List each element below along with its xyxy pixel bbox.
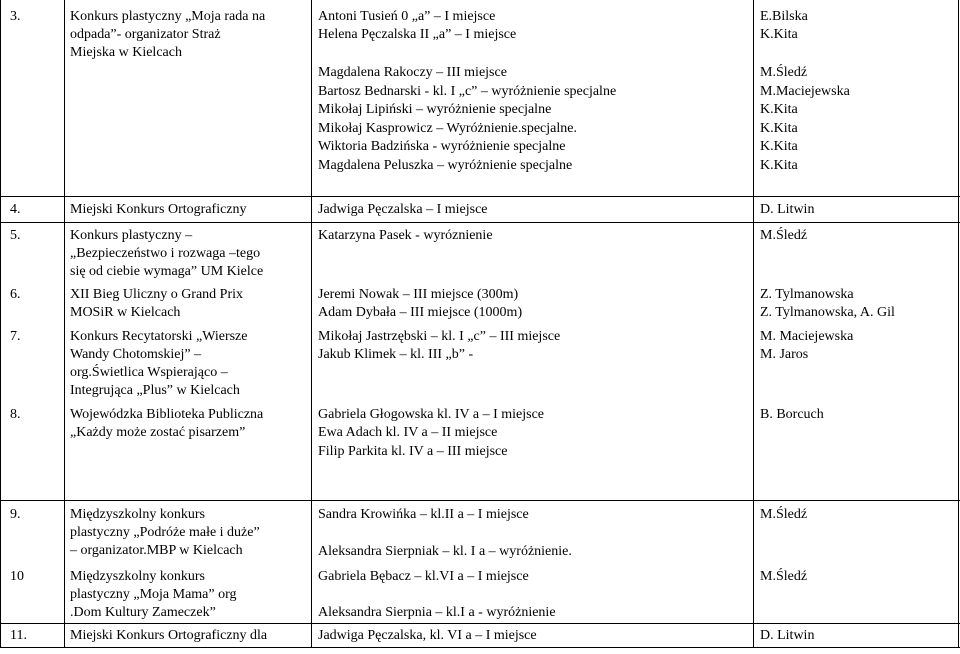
event-line: – organizator.MBP w Kielcach <box>70 543 243 558</box>
winner-line: Mikołaj Lipiński – wyróżnienie specjalne <box>318 102 552 117</box>
event-line: plastyczny „Moja Mama” org <box>70 587 237 602</box>
event-line: Miejski Konkurs Ortograficzny <box>70 202 247 217</box>
winner-line: Gabriela Bębacz – kl.VI a – I miejsce <box>318 569 529 584</box>
event-line: „Każdy może zostać pisarzem” <box>70 425 246 440</box>
winner-line: Filip Parkita kl. IV a – III miejsce <box>318 444 508 459</box>
teacher-line: M.Maciejewska <box>760 84 850 99</box>
teacher-line: D. Litwin <box>760 628 815 643</box>
winner-line: Aleksandra Sierpnia – kl.I a - wyróżnienie <box>318 605 556 620</box>
event-line: org.Świetlica Wspierająco – <box>70 365 228 380</box>
event-line: Wojewódzka Biblioteka Publiczna <box>70 407 264 422</box>
teacher-line: D. Litwin <box>760 202 815 217</box>
winner-line: Mikołaj Jastrzębski – kl. I „c” – III miejsce <box>318 329 561 344</box>
winner-line: Ewa Adach kl. IV a – II miejsce <box>318 425 498 440</box>
winner-line: Jadwiga Pęczalska, kl. VI a – I miejsce <box>318 628 537 643</box>
row-number: 9. <box>10 507 21 522</box>
row-number: 7. <box>10 329 21 344</box>
winner-line: Helena Pęczalska II „a” – I miejsce <box>318 27 517 42</box>
event-line: Integrująca „Plus” w Kielcach <box>70 383 240 398</box>
table-border-left <box>0 0 1 648</box>
event-line: XII Bieg Uliczny o Grand Prix <box>70 287 244 302</box>
event-line: Wandy Chotomskiej” – <box>70 347 202 362</box>
winner-line: Magdalena Peluszka – wyróżnienie specjalne <box>318 158 573 173</box>
event-line: „Bezpieczeństwo i rozwaga –tego <box>70 246 261 261</box>
teacher-line: B. Borcuch <box>760 407 824 422</box>
event-line: Międzyszkolny konkurs <box>70 569 205 584</box>
column-divider-event <box>311 0 312 648</box>
event-line: MOSiR w Kielcach <box>70 305 181 320</box>
row-number: 6. <box>10 287 21 302</box>
winner-line: Jadwiga Pęczalska – I miejsce <box>318 202 488 217</box>
table-border-right <box>958 0 959 648</box>
event-line: plastyczny „Podróże małe i duże” <box>70 525 260 540</box>
teacher-line: M. Maciejewska <box>760 329 854 344</box>
event-line: Konkurs Recytatorski „Wiersze <box>70 329 248 344</box>
teacher-line: M.Śledź <box>760 65 808 80</box>
row-number: 10 <box>10 569 24 584</box>
winner-line: Gabriela Głogowska kl. IV a – I miejsce <box>318 407 545 422</box>
winner-line: Adam Dybała – III miejsce (1000m) <box>318 305 523 320</box>
teacher-line: M.Śledź <box>760 228 808 243</box>
row-divider <box>0 623 960 624</box>
event-line: się od ciebie wymaga” UM Kielce <box>70 264 264 279</box>
winner-line: Jakub Klimek – kl. III „b” - <box>318 347 474 362</box>
event-line: .Dom Kultury Zameczek” <box>70 605 216 620</box>
column-divider-winners <box>753 0 754 648</box>
winner-line: Sandra Krowińka – kl.II a – I miejsce <box>318 507 529 522</box>
event-line: Międzyszkolny konkurs <box>70 507 205 522</box>
row-divider <box>0 500 960 501</box>
teacher-line: M. Jaros <box>760 347 809 362</box>
column-divider-number <box>64 0 65 648</box>
table-border-bottom <box>0 647 960 648</box>
event-line: Konkurs plastyczny „Moja rada na <box>70 9 266 24</box>
row-number: 11. <box>10 628 27 643</box>
teacher-line: M.Śledź <box>760 569 808 584</box>
event-line: Miejska w Kielcach <box>70 45 182 60</box>
row-divider <box>0 196 960 197</box>
row-divider <box>0 222 960 223</box>
teacher-line: M.Śledź <box>760 507 808 522</box>
row-number: 3. <box>10 9 21 24</box>
row-number: 4. <box>10 202 21 217</box>
teacher-line: K.Kita <box>760 139 798 154</box>
teacher-line: K.Kita <box>760 27 798 42</box>
row-number: 5. <box>10 228 21 243</box>
teacher-line: K.Kita <box>760 121 798 136</box>
winner-line: Antoni Tusień 0 „a” – I miejsce <box>318 9 496 24</box>
teacher-line: E.Bilska <box>760 9 808 24</box>
teacher-line: Z. Tylmanowska, A. Gil <box>760 305 895 320</box>
event-line: Konkurs plastyczny – <box>70 228 193 243</box>
event-line: Miejski Konkurs Ortograficzny dla <box>70 628 268 643</box>
winner-line: Mikołaj Kasprowicz – Wyróżnienie.specjalne. <box>318 121 577 136</box>
winner-line: Katarzyna Pasek - wyróznienie <box>318 228 493 243</box>
winner-line: Wiktoria Badzińska - wyróżnienie specjalne <box>318 139 566 154</box>
winner-line: Jeremi Nowak – III miejsce (300m) <box>318 287 519 302</box>
winner-line: Aleksandra Sierpniak – kl. I a – wyróżnienie. <box>318 544 572 559</box>
winner-line: Magdalena Rakoczy – III miejsce <box>318 65 507 80</box>
winner-line: Bartosz Bednarski - kl. I „c” – wyróżnienie specjalne <box>318 84 617 99</box>
teacher-line: K.Kita <box>760 158 798 173</box>
row-number: 8. <box>10 407 21 422</box>
teacher-line: Z. Tylmanowska <box>760 287 854 302</box>
teacher-line: K.Kita <box>760 102 798 117</box>
event-line: odpada”- organizator Straż <box>70 27 221 42</box>
